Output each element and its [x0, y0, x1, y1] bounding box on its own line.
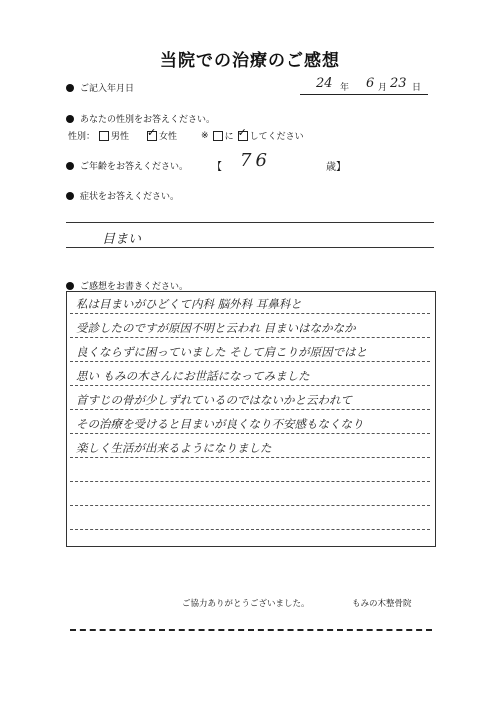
symptom-question: 症状をお答えください。: [80, 192, 180, 202]
impression-rule: [70, 529, 430, 530]
bullet-icon: [66, 115, 74, 123]
thanks-text: ご協力ありがとうございました。: [182, 599, 310, 609]
date-label: ご記入年月日: [80, 84, 135, 94]
impression-rule: [70, 385, 430, 386]
date-year: 24: [316, 76, 333, 91]
impression-line: その治療を受けると目まいが良くなり不安感もなくなり: [76, 417, 364, 431]
impression-rule: [70, 505, 430, 506]
gender-prefix: 性別：: [68, 132, 96, 142]
impression-question: ご感想をお書きください。: [80, 282, 189, 292]
symptom-answer: 目まい: [102, 232, 142, 247]
male-checkbox[interactable]: [99, 131, 109, 141]
symptom-question-row: [66, 189, 179, 202]
impression-rule: [70, 337, 430, 338]
age-value: 76: [240, 150, 271, 171]
impression-line: 受診したのですが原因不明と云われ 目まいはなかなか: [76, 321, 356, 335]
bullet-icon: [66, 162, 74, 170]
gender-options: [68, 129, 304, 142]
date-day: 23: [390, 76, 407, 91]
female-label: 女性: [159, 132, 178, 142]
age-question-row: [66, 159, 188, 172]
symptom-rule-top: [66, 222, 434, 223]
impression-rule: [70, 313, 430, 314]
female-checkbox[interactable]: [147, 131, 157, 141]
note-check-box-icon: [238, 131, 248, 141]
gender-note-middle: に: [224, 132, 234, 142]
impression-line: 良くならずに困っていました そして肩こりが原因ではと: [76, 345, 368, 359]
male-label: 男性: [111, 132, 130, 142]
age-open-bracket: 【: [212, 162, 222, 173]
impression-line: 首すじの骨が少しずれているのではないかと云われて: [76, 393, 352, 407]
date-question: [66, 81, 134, 94]
date-year-unit: 年: [340, 83, 350, 93]
clinic-name: もみの木整骨院: [352, 599, 412, 609]
impression-line: 楽しく生活が出来るようになりました: [76, 441, 272, 455]
gender-note-prefix: ※: [201, 130, 209, 141]
age-close-bracket: 歳】: [326, 162, 346, 173]
symptom-rule-bottom: [66, 247, 434, 248]
impression-line: 私は目まいがひどくて内科 脳外科 耳鼻科と: [76, 297, 302, 311]
impression-rule: [70, 433, 430, 434]
date-field: [300, 74, 428, 95]
cut-line: [70, 629, 432, 631]
page-title: 当院での治療のご感想: [160, 51, 340, 71]
bullet-icon: [66, 282, 74, 290]
gender-question-row: [66, 112, 215, 125]
impression-rule: [70, 457, 430, 458]
date-day-unit: 日: [412, 83, 422, 93]
age-question: ご年齢をお答えください。: [80, 162, 189, 172]
gender-note-suffix: してください: [249, 132, 304, 142]
bullet-icon: [66, 192, 74, 200]
date-month-unit: 月: [378, 83, 388, 93]
gender-question: あなたの性別をお答えください。: [80, 115, 216, 125]
impression-rule: [70, 361, 430, 362]
impression-line: 思い もみの木さんにお世話になってみました: [76, 369, 310, 383]
impression-rule: [70, 409, 430, 410]
note-empty-box-icon: [213, 131, 223, 141]
bullet-icon: [66, 84, 74, 92]
date-month: 6: [366, 76, 375, 91]
impression-rule: [70, 481, 430, 482]
